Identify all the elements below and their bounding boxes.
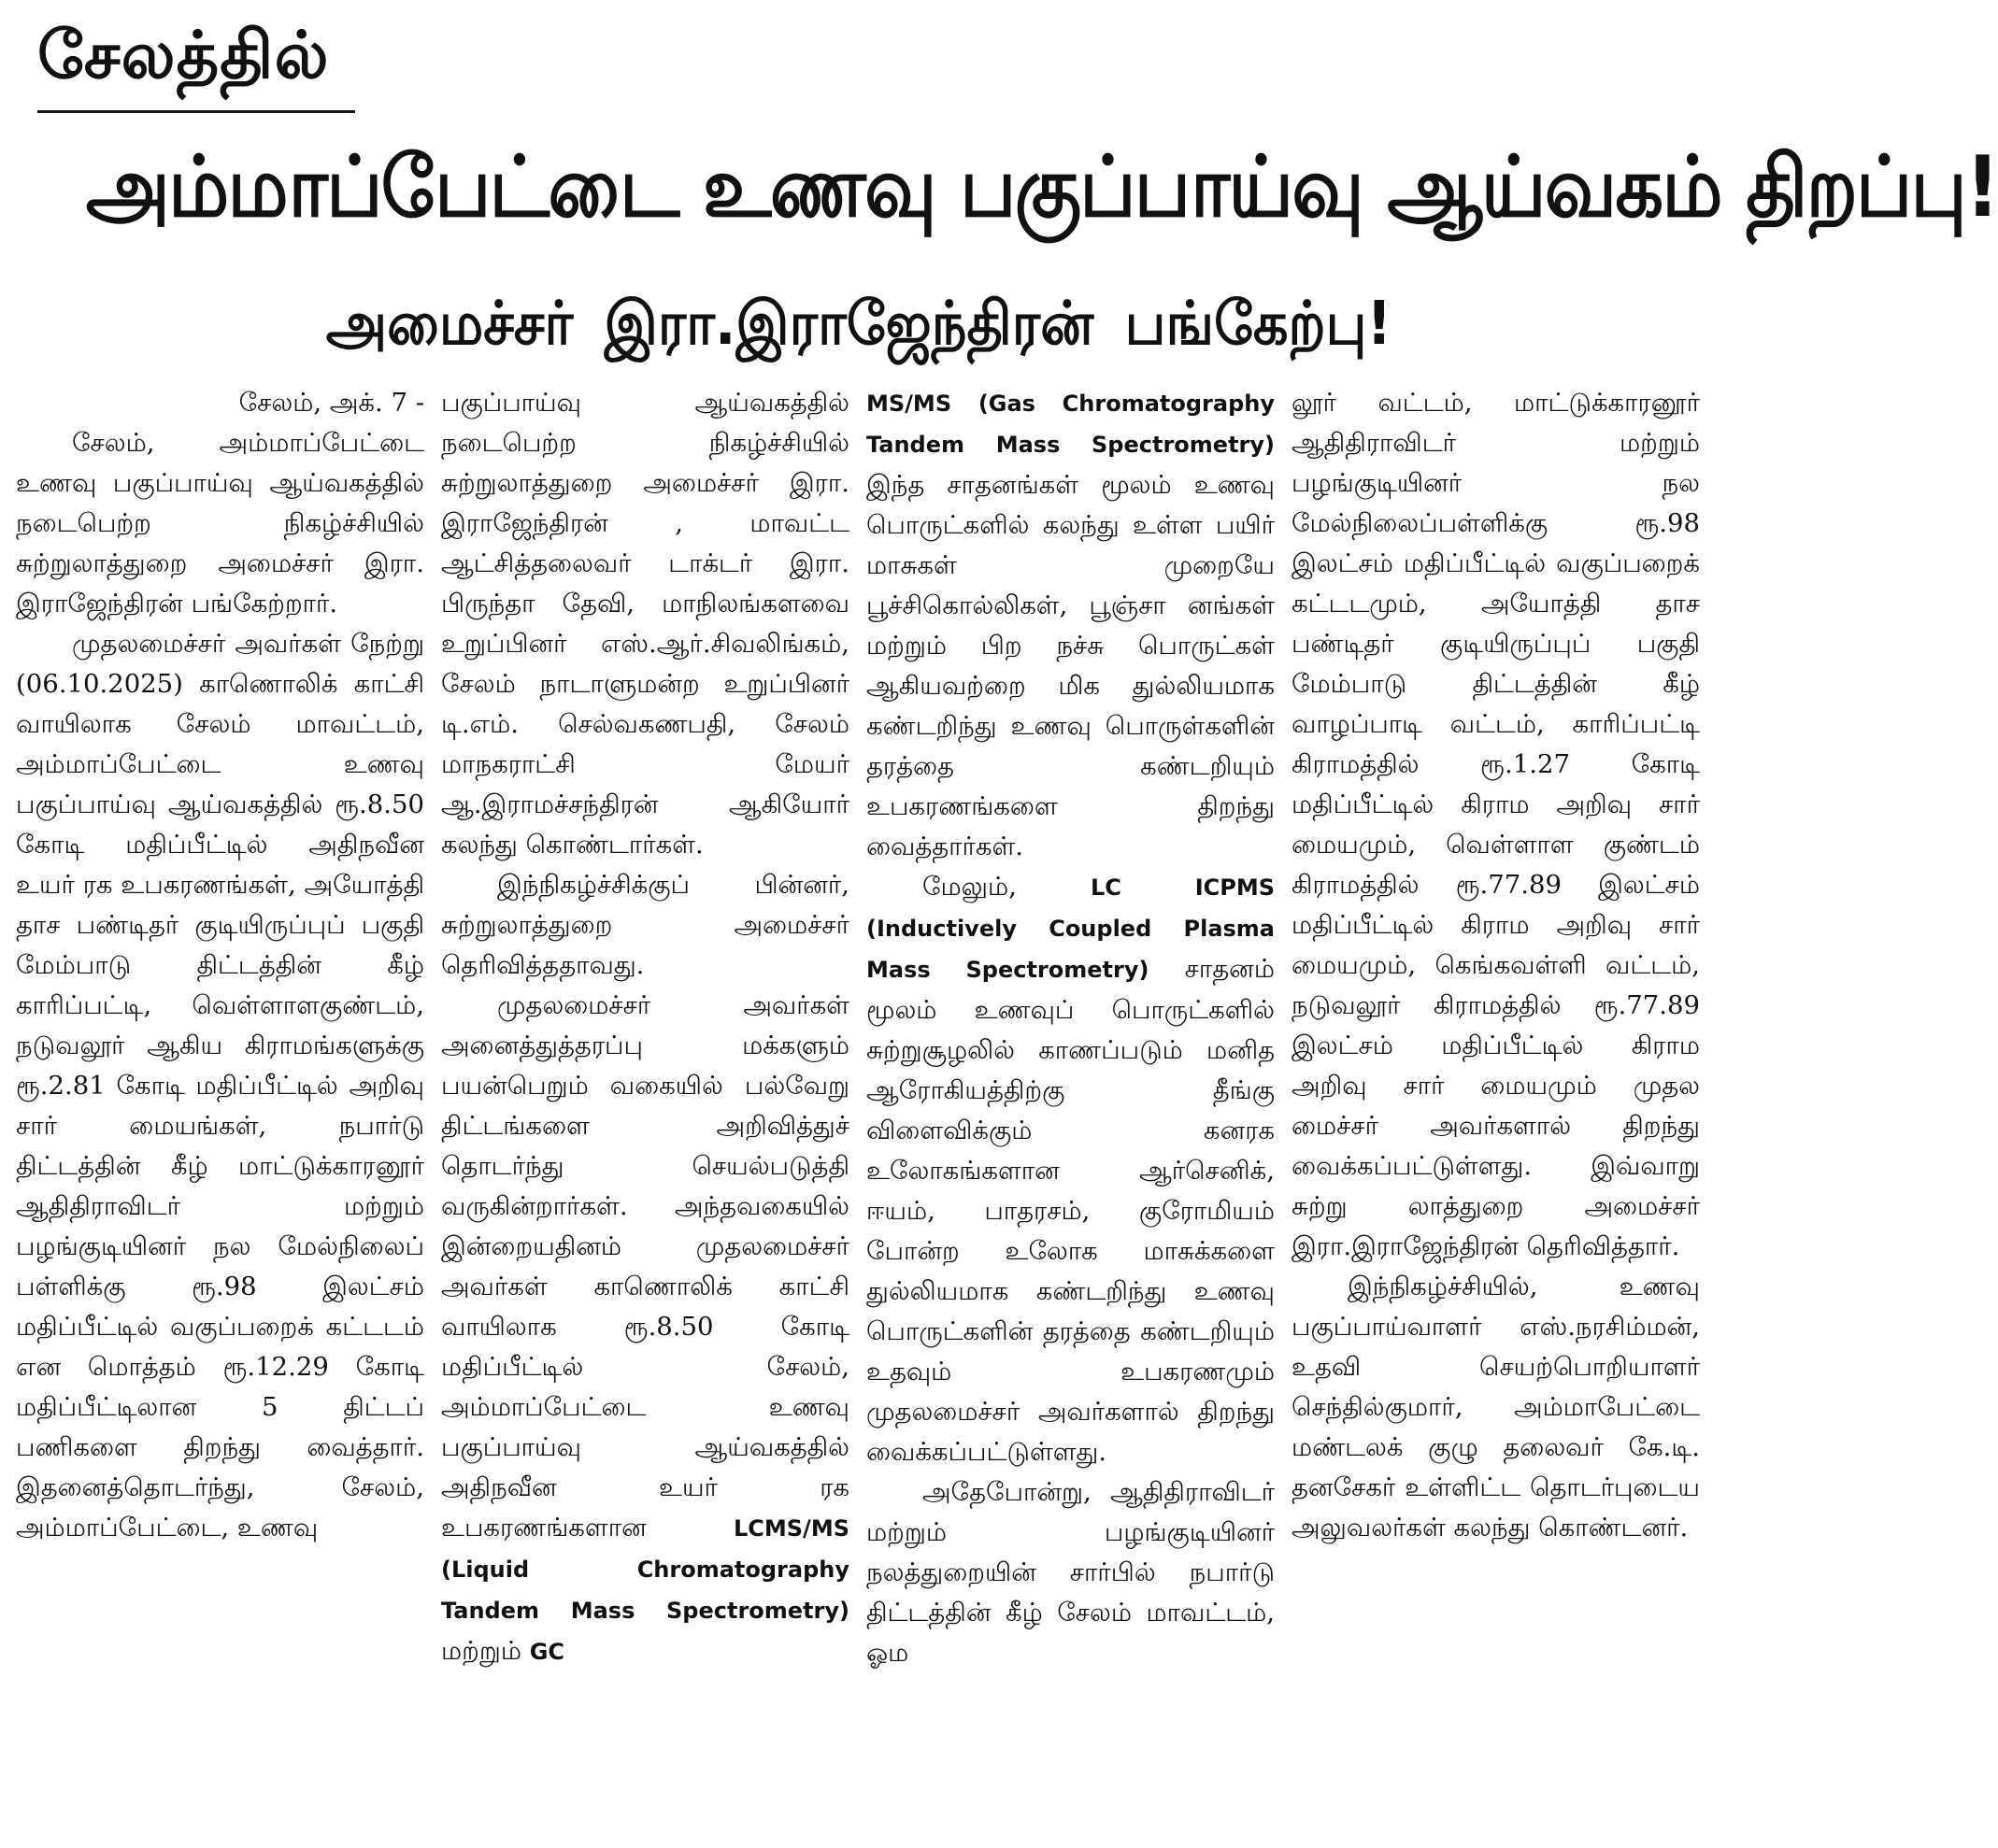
paragraph	[441, 986, 849, 1672]
paragraph: சேலம், அம்மாப்பேட்டை உணவு பகுப்பாய்வு ஆய்வகத்தில் நடைபெற்ற நிகழ்ச்சியில் சுற்றுலாத்துறை அமைச்சர் இரா. இராஜேந்திரன் பங்கேற்றார்.	[16, 428, 424, 618]
article-column-1	[7, 383, 433, 1841]
paragraph: முதலமைச்சர் அவர்கள் நேற்று (06.10.2025) காணொலிக் காட்சி வாயிலாக சேலம் மாவட்டம், அம்மாப்பேட்டை உணவு பகுப்பாய்வு ஆய்வகத்தில் ரூ.8.50 கோடி மதிப்பீட்டில் அதிநவீன உயர் ரக உபகரணங்கள், அயோத்தி தாச பண்டிதர் குடியிருப்புப் பகுதி மேம்பாடு திட்டத்தின் கீழ் காரிப்பட்டி, வெள்ளாளகுண்டம், நடுவலூர் ஆகிய கிராமங்களுக்கு ரூ.2.81 கோடி மதிப்பீட்டில் அறிவு சார் மையங்கள், நபார்டு திட்டத்தின் கீழ் மாட்டுக்காரனூர் ஆதிதிராவிடர் மற்றும் பழங்குடியினர் நல மேல்நிலைப் பள்ளிக்கு ரூ.98 இலட்சம் மதிப்பீட்டில் வகுப்பறைக் கட்டடம் என மொத்தம் ரூ.12.29 கோடி மதிப்பீட்டிலான 5 திட்டப் பணிகளை திறந்து வைத்தார். இதனைத்தொடர்ந்து, சேலம், அம்மாப்பேட்டை, உணவு	[16, 629, 424, 1542]
kicker-title: சேலத்தில்	[37, 17, 330, 93]
instrument-name: LCMS/MS (Liquid Chromatography Tandem Mass Spectrometry)	[441, 1515, 849, 1624]
headline: அம்மாப்பேட்டை உணவு பகுப்பாய்வு ஆய்வகம் திறப்பு!	[85, 138, 1998, 236]
subheadline: அமைச்சர் இரா.இராஜேந்திரன் பங்கேற்பு!	[325, 290, 1392, 359]
paragraph-text: மற்றும்	[441, 1636, 521, 1666]
paragraph-text: முதலமைச்சர் அவர்கள் அனைத்துத்தரப்பு மக்களும் பயன்பெறும் வகையில் பல்வேறு திட்டங்களை அறிவித்துச் தொடர்ந்து செயல்படுத்தி வருகின்றார்கள். அந்தவகையில் இன்றையதினம் முதலமைச்சர் அவர்கள் காணொலிக் காட்சி வாயிலாக ரூ.8.50 கோடி மதிப்பீட்டில் சேலம், அம்மாப்பேட்டை உணவு பகுப்பாய்வு ஆய்வகத்தில் அதிநவீன உயர் ரக உபகரணங்களான	[441, 990, 849, 1542]
paragraph-text: இந்த சாதனங்கள் மூலம் உணவு பொருட்களில் கலந்து உள்ள பயிர் மாசுகள் முறையே பூச்சிகொல்லிகள், பூஞ்சா னங்கள் மற்றும் பிற நச்சு பொருட்கள் ஆகியவற்றை மிக துல்லியமாக கண்டறிந்து உணவு பொருள்களின் தரத்தை கண்டறியும் உபகரணங்களை திறந்து வைத்தார்கள்.	[866, 470, 1275, 861]
paragraph: அதேபோன்று, ஆதிதிராவிடர் மற்றும் பழங்குடியினர் நலத்துறையின் சார்பில் நபார்டு திட்டத்தின் கீழ் சேலம் மாவட்டம், ஓம	[866, 1477, 1275, 1668]
paragraph: லூர் வட்டம், மாட்டுக்காரனூர் ஆதிதிராவிடர் மற்றும் பழங்குடியினர் நல மேல்நிலைப்பள்ளிக்கு ரூ.98 இலட்சம் மதிப்பீட்டில் வகுப்பறைக் கட்டடமும், அயோத்தி தாச பண்டிதர் குடியிருப்புப் பகுதி மேம்பாடு திட்டத்தின் கீழ் வாழப்பாடி வட்டம், காரிப்பட்டி கிராமத்தில் ரூ.1.27 கோடி மதிப்பீட்டில் கிராம அறிவு சார் மையமும், வெள்ளாள குண்டம் கிராமத்தில் ரூ.77.89 இலட்சம் மதிப்பீட்டில் கிராம அறிவு சார் மையமும், கெங்கவள்ளி வட்டம், நடுவலூர் கிராமத்தில் ரூ.77.89 இலட்சம் மதிப்பீட்டில் கிராம அறிவு சார் மையமும் முதல மைச்சர் அவர்களால் திறந்து வைக்கப்பட்டுள்ளது. இவ்வாறு சுற்று லாத்துறை அமைச்சர் இரா.இராஜேந்திரன் தெரிவித்தார்.	[1292, 388, 1700, 1261]
paragraph-text: சாதனம் மூலம் உணவுப் பொருட்களில் சுற்றுசூழலில் காணப்படும் மனித ஆரோகியத்திற்கு தீங்கு விளைவிக்கும் கனரக உலோகங்களான ஆர்செனிக், ஈயம், பாதரசம், குரோமியம் போன்ற உலோக மாசுக்களை துல்லியமாக கண்டறிந்து உணவு பொருட்களின் தரத்தை கண்டறியும் உதவும் உபகரணமும் முதலமைச்சர் அவர்களால் திறந்து வைக்கப்பட்டுள்ளது.	[866, 954, 1275, 1467]
paragraph-text: மேலும்,	[922, 872, 1017, 902]
instrument-name: MS/MS (Gas Chromatography Tandem Mass Spectrometry)	[866, 391, 1275, 458]
article-body	[7, 383, 1710, 1841]
paragraph	[866, 867, 1275, 1472]
paragraph: பகுப்பாய்வு ஆய்வகத்தில் நடைபெற்ற நிகழ்ச்சியில் சுற்றுலாத்துறை அமைச்சர் இரா. இராஜேந்திரன் , மாவட்ட ஆட்சித்தலைவர் டாக்டர் இரா. பிருந்தா தேவி, மாநிலங்களவை உறுப்பினர் எஸ்.ஆர்.சிவலிங்கம், சேலம் நாடாளுமன்ற உறுப்பினர் டி.எம். செல்வகணபதி, சேலம் மாநகராட்சி மேயர் ஆ.இராமச்சந்திரன் ஆகியோர் கலந்து கொண்டார்கள்.	[441, 388, 849, 860]
instrument-name: GC	[529, 1639, 565, 1665]
article-column-2	[433, 383, 858, 1841]
paragraph	[866, 383, 1275, 867]
article-column-4	[1283, 383, 1708, 1841]
dateline: சேலம், அக். 7 -	[238, 388, 424, 418]
instrument-name: LC ICPMS (Inductively Coupled Plasma Mass Spectrometry)	[866, 874, 1275, 983]
article-column-3	[858, 383, 1283, 1841]
kicker-underline	[37, 110, 355, 113]
paragraph: இந்நிகழ்ச்சியில், உணவு பகுப்பாய்வாளர் எஸ்.நரசிம்மன், உதவி செயற்பொறியாளர் செந்தில்குமார், அம்மாபேட்டை மண்டலக் குழு தலைவர் கே.டி. தனசேகர் உள்ளிட்ட தொடர்புடைய அலுவலர்கள் கலந்து கொண்டனர்.	[1292, 1272, 1700, 1542]
paragraph: இந்நிகழ்ச்சிக்குப் பின்னர், சுற்றுலாத்துறை அமைச்சர் தெரிவித்ததாவது.	[441, 870, 849, 980]
